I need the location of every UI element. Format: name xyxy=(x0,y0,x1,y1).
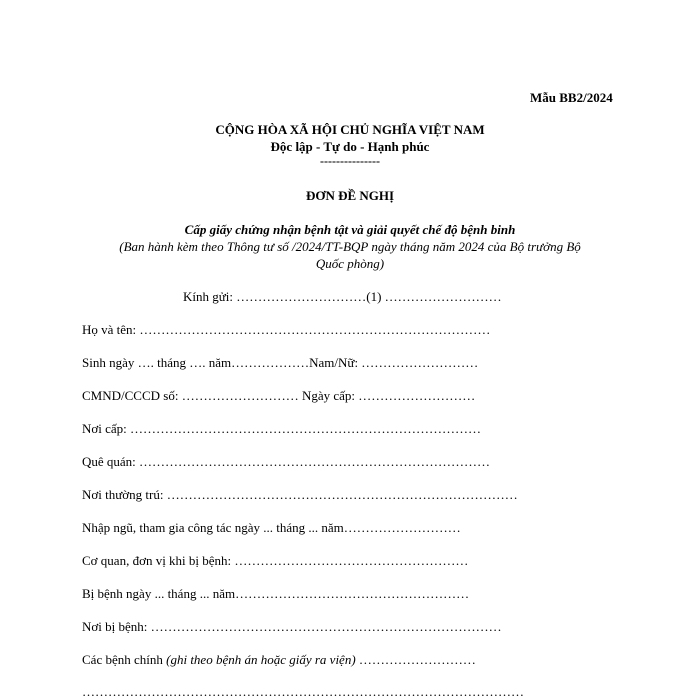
document-title: ĐƠN ĐỀ NGHỊ xyxy=(305,188,395,203)
continuation-dots: ………………………………………………………………………………………… xyxy=(82,684,524,699)
field-full-name: Họ và tên: ……………………………………………………………………… xyxy=(82,322,491,337)
field-hometown: Quê quán: ……………………………………………………………………… xyxy=(82,454,491,469)
main-diseases-dots: ……………………… xyxy=(355,652,476,667)
country-header: CỘNG HÒA XÃ HỘI CHỦ NGHĨA VIỆT NAM xyxy=(215,122,485,137)
main-diseases-note: (ghi theo bệnh án hoặc giấy ra viện) xyxy=(166,652,356,667)
field-main-diseases xyxy=(82,652,476,668)
field-residence: Nơi thường trú: ……………………………………………………………………… xyxy=(82,487,518,502)
main-diseases-label: Các bệnh chính xyxy=(82,652,167,667)
motto: Độc lập - Tự do - Hạnh phúc xyxy=(270,139,430,154)
field-illness-date: Bị bệnh ngày ... tháng ... năm……………………………………………… xyxy=(82,586,470,601)
field-id-number: CMND/CCCD số: ……………………… Ngày cấp: ……………………… xyxy=(82,388,476,403)
field-birth-gender: Sinh ngày …. tháng …. năm………………Nam/Nữ: ……………………… xyxy=(82,355,479,370)
form-code: Mẫu BB2/2024 xyxy=(530,90,613,105)
recipient-line: Kính gửi: …………………………(1) ……………………… xyxy=(183,289,502,304)
header-divider: --------------- xyxy=(320,154,380,168)
issued-note-line-2: Quốc phòng) xyxy=(315,256,385,271)
field-unit: Cơ quan, đơn vị khi bị bệnh: ……………………………………………… xyxy=(82,553,469,568)
field-enlistment-date: Nhập ngũ, tham gia công tác ngày ... tháng ... năm……………………… xyxy=(82,520,461,535)
document-subtitle: Cấp giấy chứng nhận bệnh tật và giải quyết chế độ bệnh binh xyxy=(184,222,516,237)
issued-note-line-1: (Ban hành kèm theo Thông tư số /2024/TT-BQP ngày tháng năm 2024 của Bộ trưởng Bộ xyxy=(119,239,581,254)
field-illness-place: Nơi bị bệnh: ……………………………………………………………………… xyxy=(82,619,502,634)
field-issue-place: Nơi cấp: ……………………………………………………………………… xyxy=(82,421,482,436)
